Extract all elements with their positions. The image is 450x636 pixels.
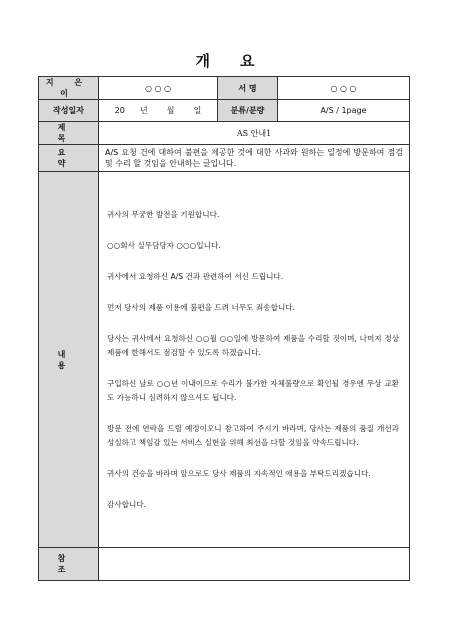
content-body bbox=[99, 172, 410, 548]
row-author bbox=[39, 77, 410, 100]
date-value bbox=[99, 100, 218, 122]
row-date bbox=[39, 100, 410, 122]
content-paragraph: 귀사의 건승을 바라며 앞으로도 당사 제품의 지속적인 애용을 부탁드리겠습니다. bbox=[107, 469, 371, 478]
date-month-unit: 월 bbox=[166, 106, 175, 115]
date-label: 작성일자 bbox=[39, 100, 99, 122]
row-subject bbox=[39, 122, 410, 145]
content-paragraph: 먼저 당사의 제품 이용에 불편을 드려 너무도 죄송합니다. bbox=[107, 303, 296, 312]
date-year-unit: 년 bbox=[139, 106, 148, 115]
content-paragraph: 방문 전에 연락을 드릴 예정이오니 참고하여 주시기 바라며, 당사는 제품의 품질 개선과 성실하고 책임감 있는 서비스 실현을 위해 최선을 다할 것임을 약속드립니다. bbox=[107, 424, 399, 447]
row-content bbox=[39, 172, 410, 548]
signature-value: ○ ○ ○ bbox=[278, 77, 410, 100]
subject-value: AS 안내1 bbox=[99, 122, 410, 145]
content-paragraph: 귀사에서 요청하신 A/S 건과 관련하여 서신 드립니다. bbox=[107, 272, 284, 281]
author-value: ○ ○ ○ bbox=[99, 77, 218, 100]
page-title-char-1: 개 bbox=[195, 52, 210, 70]
reference-label: 참 조 bbox=[39, 548, 99, 581]
row-summary bbox=[39, 145, 410, 172]
content-paragraph: 감사합니다. bbox=[107, 500, 147, 509]
content-label: 내 용 bbox=[39, 172, 99, 548]
category-value: A/S / 1page bbox=[278, 100, 410, 122]
content-paragraph: 귀사의 무궁한 발전을 기원합니다. bbox=[107, 210, 220, 219]
subject-label: 제 목 bbox=[39, 122, 99, 145]
signature-label: 서 명 bbox=[218, 77, 278, 100]
reference-value bbox=[99, 548, 410, 581]
content-paragraph: 구입하신 날로 ○○년 이내이므로 수리가 불가한 자체불량으로 확인될 경우엔 무상 교환도 가능하니 심려하지 않으셔도 됩니다. bbox=[107, 379, 399, 402]
author-label: 지 은 이 bbox=[39, 77, 99, 100]
date-year: 20 bbox=[114, 106, 125, 115]
category-label: 분류/분량 bbox=[218, 100, 278, 122]
page-title-char-2: 요 bbox=[240, 52, 255, 70]
content-paragraph: ○○회사 실무담당자 ○○○입니다. bbox=[107, 241, 221, 250]
summary-value: A/S 요청 건에 대하여 불편을 제공한 것에 대한 사과와 원하는 일정에 방문하여 점검 및 수리 할 것임을 안내하는 글입니다. bbox=[99, 145, 410, 172]
content-paragraph: 당사는 귀사에서 요청하신 ○○월 ○○일에 방문하여 제품을 수리할 것이며, 나머지 정상 제품에 한해서도 점검할 수 있도록 하겠습니다. bbox=[107, 334, 399, 357]
row-reference bbox=[39, 548, 410, 581]
summary-form-table bbox=[38, 76, 410, 581]
summary-label: 요 약 bbox=[39, 145, 99, 172]
date-day-unit: 일 bbox=[193, 106, 202, 115]
page-title bbox=[0, 50, 450, 71]
